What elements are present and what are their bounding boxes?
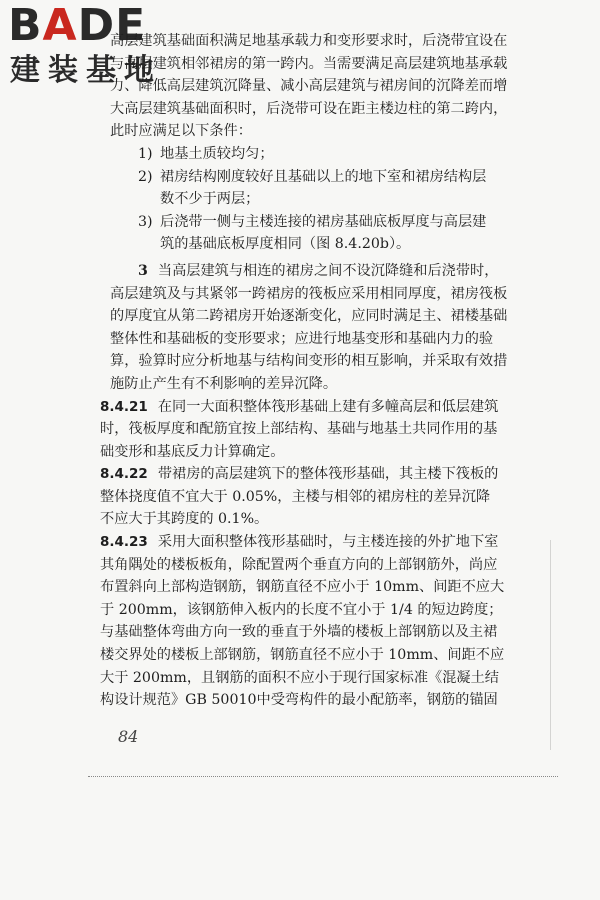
text-line: 施防止产生有不利影响的差异沉降。	[110, 375, 338, 392]
condition-number: 3)	[138, 213, 153, 230]
text-fragment: 采用大面积整体筏形基础时，与主楼连接的外扩地下室	[157, 534, 499, 551]
item-number: 3	[138, 262, 148, 279]
text-line: 布置斜向上部构造钢筋，钢筋直径不应小于 10mm、间距不应大	[100, 579, 505, 596]
scan-edge-line	[550, 540, 551, 750]
paragraph-intro	[110, 30, 530, 143]
condition-number: 2)	[138, 168, 153, 185]
text-line: 数不少于两层；	[160, 191, 260, 208]
logo-chinese-text: 建装基地	[10, 53, 162, 88]
clause-number: 8.4.23	[100, 534, 148, 551]
clause-number: 8.4.22	[100, 466, 148, 483]
clause-8-4-22	[100, 463, 530, 531]
condition-item	[138, 211, 530, 256]
text-line: 算，验算时应分析地基与结构间变形的相互影响，并采取有效措	[110, 353, 508, 370]
clause-number: 8.4.21	[100, 398, 148, 415]
text-line: 此时应满足以下条件：	[110, 123, 252, 140]
text-line: 不应大于其跨度的 0.1%。	[100, 511, 269, 528]
condition-item	[138, 143, 530, 166]
footer-divider	[88, 776, 558, 777]
text-line: 高层建筑及与其紧邻一跨裙房的筏板应采用相同厚度，裙房筏板	[110, 285, 508, 302]
text-line: 时，筏板厚度和配筋宜按上部结构、基础与地基土共同作用的基	[100, 421, 498, 438]
text-fragment: 带裙房的高层建筑下的整体筏形基础，其主楼下筏板的	[157, 466, 499, 483]
text-fragment: 当高层建筑与相连的裙房之间不设沉降缝和后浇带时，	[157, 262, 499, 279]
text-line: 于 200mm，该钢筋伸入板内的长度不宜小于 1/4 的短边跨度；	[100, 601, 503, 618]
text-line: 后浇带一侧与主楼连接的裙房基础底板厚度与高层建	[160, 213, 487, 230]
body-text	[100, 30, 530, 712]
text-line: 与高层建筑相邻裙房的第一跨内。当需要满足高层建筑地基承载	[110, 55, 508, 72]
text-line: 楼交界处的楼板上部钢筋，钢筋直径不应小于 10mm、间距不应	[100, 647, 505, 664]
text-line	[100, 396, 530, 419]
text-line: 地基土质较均匀；	[160, 145, 274, 162]
page-number: 84	[118, 727, 139, 746]
condition-list	[138, 143, 530, 256]
text-line: 大于 200mm，且钢筋的面积不应小于现行国家标准《混凝土结	[100, 669, 499, 686]
text-line: 整体挠度值不宜大于 0.05%，主楼与相邻的裙房柱的差异沉降	[100, 488, 491, 505]
text-line: 大高层建筑基础面积时，后浇带可设在距主楼边柱的第二跨内，	[110, 100, 508, 117]
text-line: 裙房结构刚度较好且基础以上的地下室和裙房结构层	[160, 168, 487, 185]
condition-number: 1)	[138, 145, 153, 162]
text-line: 础变形和基底反力计算确定。	[100, 443, 285, 460]
text-line: 整体性和基础板的变形要求；应进行地基变形和基础内力的验	[110, 330, 494, 347]
condition-item	[138, 166, 530, 211]
text-line: 其角隅处的楼板板角，除配置两个垂直方向的上部钢筋外，尚应	[100, 556, 498, 573]
text-line	[100, 463, 530, 486]
text-line	[110, 260, 530, 283]
text-line: 力、降低高层建筑沉降量、减小高层建筑与裙房间的沉降差而增	[110, 78, 508, 95]
clause-8-4-23	[100, 531, 530, 712]
logo-latin-text: BADE	[8, 0, 147, 51]
text-line: 构设计规范》GB 50010中受弯构件的最小配筋率，钢筋的锚固	[100, 692, 498, 709]
item-3-paragraph	[110, 260, 530, 396]
text-fragment: 在同一大面积整体筏形基础上建有多幢高层和低层建筑	[157, 398, 499, 415]
text-line	[100, 531, 530, 554]
text-line: 高层建筑基础面积满足地基承载力和变形要求时，后浇带宜设在	[110, 33, 508, 49]
text-line: 的厚度宜从第二跨裙房开始逐渐变化，应同时满足主、裙楼基础	[110, 308, 508, 325]
clause-8-4-21	[100, 396, 530, 464]
text-line: 筑的基础底板厚度相同（图 8.4.20b）。	[160, 236, 411, 253]
text-line: 与基础整体弯曲方向一致的垂直于外墙的楼板上部钢筋以及主裙	[100, 624, 498, 641]
